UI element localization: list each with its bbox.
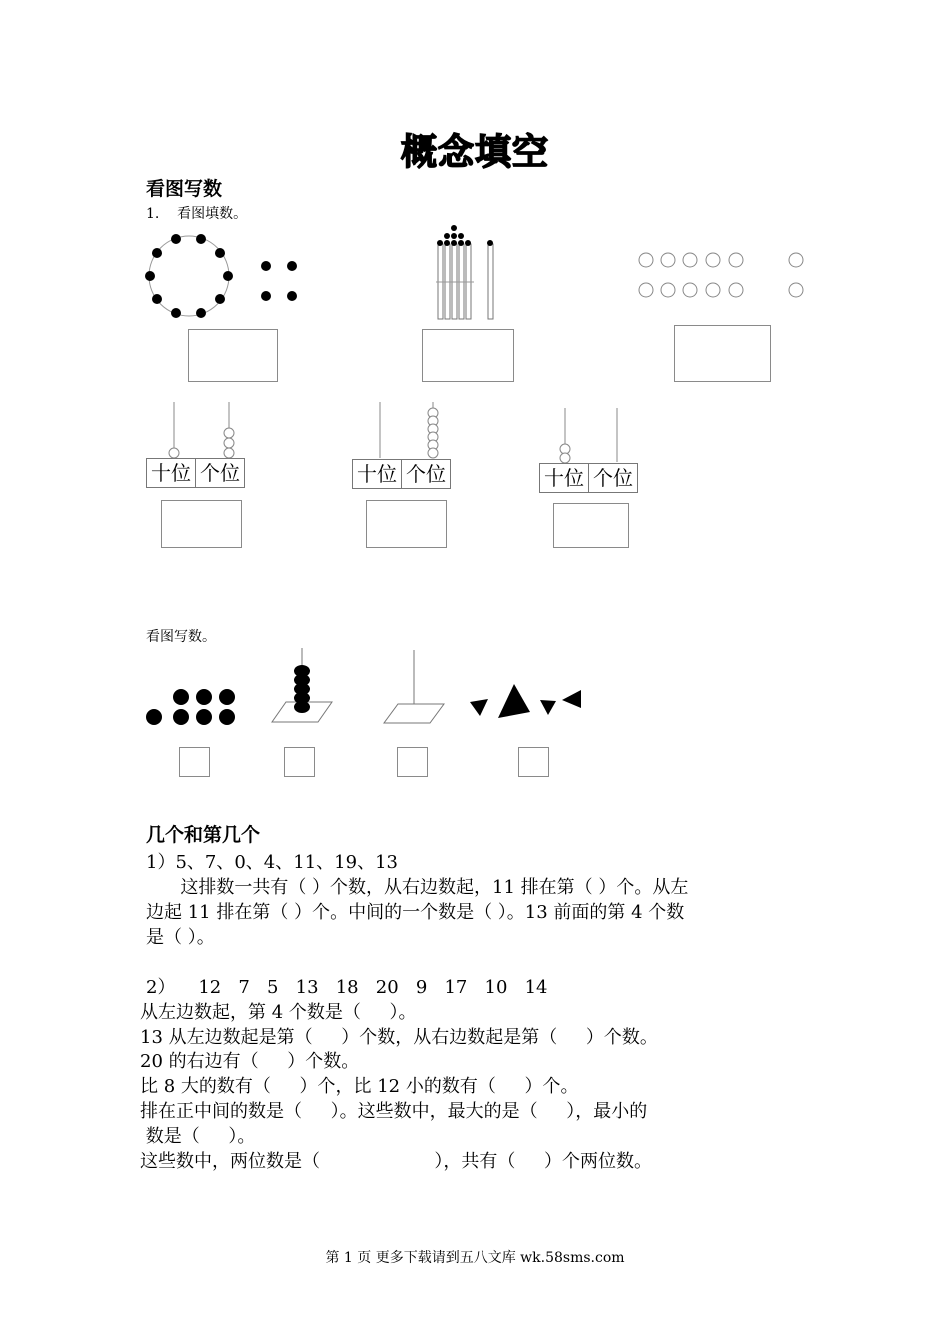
ring-circle bbox=[149, 236, 229, 316]
answer-box-10[interactable] bbox=[518, 747, 549, 777]
tens-label: 十位 bbox=[151, 461, 191, 485]
ones-label: 个位 bbox=[401, 460, 450, 488]
abacus-1 bbox=[146, 400, 256, 460]
problem-2-q4: 比 8 大的数有（ ）个，比 12 小的数有（ ）个。 bbox=[140, 1076, 579, 1097]
filled-dots-figure bbox=[144, 686, 244, 731]
place-value-table-2 bbox=[352, 459, 451, 489]
page-footer: 第 1 页 更多下载请到五八文库 wk.58sms.com bbox=[325, 1250, 625, 1266]
place-value-table-3 bbox=[539, 463, 638, 493]
problem-1-text-line-1: 这排数一共有（ ）个数，从右边数起，11 排在第（ ）个。从左 bbox=[146, 877, 689, 898]
problem-2-sequence: 2） 12 7 5 13 18 20 9 17 10 14 bbox=[146, 977, 548, 998]
answer-box-5[interactable] bbox=[366, 500, 447, 548]
problem-2-q6: 这些数中，两位数是（ ），共有（ ）个两位数。 bbox=[140, 1151, 653, 1172]
section-heading-read-write: 看图写数 bbox=[146, 178, 223, 200]
tens-label: 十位 bbox=[357, 462, 397, 486]
problem-2-q5: 排在正中间的数是（ ）。这些数中，最大的是（ ），最小的 bbox=[140, 1101, 648, 1122]
place-value-table-1 bbox=[146, 458, 245, 488]
rods-figure bbox=[430, 222, 510, 322]
problem-2-q2: 13 从左边数起是第（ ）个数，从右边数起是第（ ）个数。 bbox=[140, 1027, 658, 1048]
problem-2-q1: 从左边数起，第 4 个数是（ ）。 bbox=[140, 1002, 417, 1023]
counter-stack-figure bbox=[272, 646, 334, 728]
hollow-circles bbox=[639, 253, 803, 297]
ones-label: 个位 bbox=[588, 464, 637, 492]
abacus-2 bbox=[352, 400, 462, 460]
answer-box-6[interactable] bbox=[553, 503, 629, 548]
question-2-label: 看图写数。 bbox=[146, 629, 216, 645]
problem-2-q5-cont: 数是（ ）。 bbox=[140, 1126, 256, 1147]
square-dots bbox=[261, 261, 297, 301]
tens-label: 十位 bbox=[544, 466, 584, 490]
problem-1-text-line-2: 边起 11 排在第（ ）个。中间的一个数是（ ）。13 前面的第 4 个数 bbox=[146, 902, 685, 923]
problem-2-q3: 20 的右边有（ ）个数。 bbox=[140, 1051, 360, 1072]
answer-box-9[interactable] bbox=[397, 747, 428, 777]
abacus-3 bbox=[539, 406, 649, 464]
ring-dots bbox=[145, 234, 233, 318]
answer-box-8[interactable] bbox=[284, 747, 315, 777]
question-1-label: 1. 看图填数。 bbox=[146, 206, 248, 222]
triangles-figure bbox=[470, 682, 585, 722]
answer-box-7[interactable] bbox=[179, 747, 210, 777]
answer-box-3[interactable] bbox=[674, 325, 771, 382]
dot-ring-figure bbox=[140, 230, 310, 320]
section-heading-ordinals: 几个和第几个 bbox=[146, 824, 261, 846]
problem-1-sequence: 1）5、7、0、4、11、19、13 bbox=[146, 852, 398, 873]
answer-box-2[interactable] bbox=[422, 329, 514, 382]
empty-rod-figure bbox=[384, 648, 446, 728]
circles-figure bbox=[636, 250, 816, 300]
rod-tips bbox=[437, 225, 493, 246]
answer-box-1[interactable] bbox=[188, 329, 278, 382]
answer-box-4[interactable] bbox=[161, 500, 242, 548]
page-title: 概念填空 bbox=[400, 132, 549, 173]
problem-1-text-line-3: 是（ ）。 bbox=[146, 927, 215, 948]
ones-label: 个位 bbox=[195, 459, 244, 487]
